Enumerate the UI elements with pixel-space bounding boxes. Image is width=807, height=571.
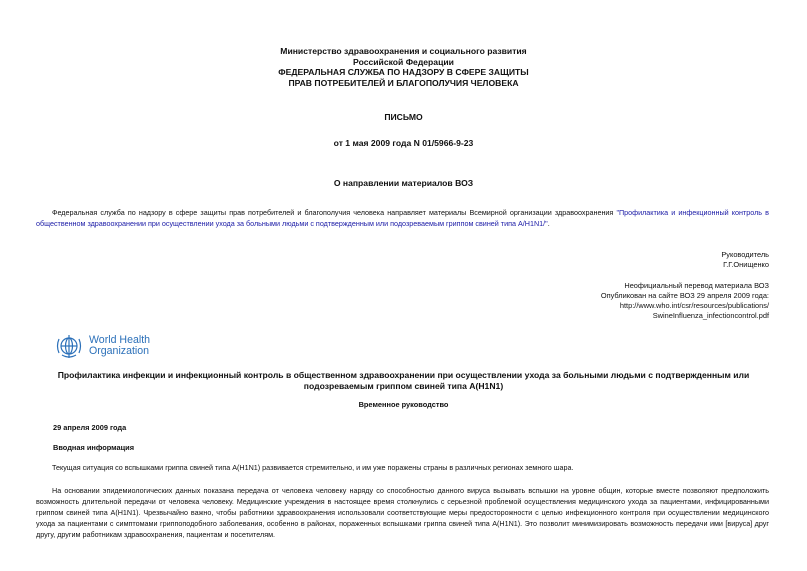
who-wordmark-line-1: World Health bbox=[89, 334, 151, 346]
ministry-header bbox=[0, 46, 807, 88]
translation-note-line-2: Опубликован на сайте ВОЗ 29 апреля 2009 года: bbox=[600, 291, 769, 300]
signature-block bbox=[560, 250, 769, 270]
section-heading: Вводная информация bbox=[53, 443, 135, 452]
paragraph-2: На основании эпидемиологических данных показана передача от человека человеку наряду со способностью данного вируса вызывать вспышки на уровне общин, которые вместе позволяют предположить возможность длительной передачи от человека человеку. Медицинские учреждения в настоящее время столкнулись с серьезной проблемой осуществления медицинского ухода за пациентами, инфицированными гриппом свиней типа A(H1N1). Чрезвычайно важно, чтобы работники здравоохранения использовали соответствующие меры предосторожности с целью инфекционного контроля при осуществлении медицинского ухода за пациентами с симптомами гриппоподобного заболевания, особенно в районах, пораженных вспышками гриппа свиней типа A(H1N1). Это позволит минимизировать возможность передачи ими [вируса] друг другу, другим работникам здравоохранения, пациентам и посетителям. bbox=[36, 486, 769, 540]
who-doc-title-line-1: Профилактика инфекции и инфекционный контроль в общественном здравоохранении при осуществлении ухода за больными людьми с подтвержденным или bbox=[57, 370, 750, 380]
who-wordmark-line-2: Organization bbox=[89, 345, 150, 357]
ministry-line-1: Министерство здравоохранения и социального развития bbox=[280, 46, 527, 56]
intro-text: Федеральная служба по надзору в сфере защиты прав потребителей и благополучия человека направляет материалы Всемирной организации здравоохранения bbox=[52, 208, 617, 217]
signature-role: Руководитель bbox=[721, 250, 769, 259]
paragraph-1: Текущая ситуация со вспышками гриппа свиней типа A(H1N1) развивается стремительно, и им уже поражены страны в различных регионах земного шара. bbox=[52, 463, 574, 472]
ministry-line-2: Российской Федерации bbox=[353, 56, 454, 67]
doc-subject: О направлении материалов ВОЗ bbox=[333, 178, 474, 188]
who-doc-title bbox=[0, 370, 807, 391]
doc-type: ПИСЬМО bbox=[384, 112, 423, 122]
agency-line-1: ФЕДЕРАЛЬНАЯ СЛУЖБА ПО НАДЗОРУ В СФЕРЕ ЗАЩИТЫ bbox=[278, 67, 529, 77]
who-doc-subtitle: Временное руководство bbox=[358, 400, 449, 409]
signature-name: Г.Г.Онищенко bbox=[723, 260, 769, 269]
who-emblem-icon bbox=[53, 333, 85, 361]
translation-note-line-4: SwineInfluenza_infectioncontrol.pdf bbox=[652, 311, 769, 320]
who-doc-date: 29 апреля 2009 года bbox=[53, 423, 127, 432]
who-wordmark bbox=[89, 335, 150, 357]
doc-date-number: от 1 мая 2009 года N 01/5966-9-23 bbox=[333, 138, 474, 148]
agency-line-2: ПРАВ ПОТРЕБИТЕЛЕЙ И БЛАГОПОЛУЧИЯ ЧЕЛОВЕКА bbox=[288, 77, 519, 88]
intro-text-end: . bbox=[547, 219, 550, 229]
translation-note bbox=[500, 281, 769, 321]
who-doc-title-line-2: подозреваемым гриппом свиней типа A(H1N1) bbox=[303, 380, 504, 391]
intro-paragraph bbox=[36, 207, 769, 229]
who-materials-link[interactable]: "Профилактика и инфекционный контроль в общественном здравоохранении при осуществлении ухода за больными людьми с подтвержденным или подозреваемым гриппом свиней типа A/H1N1/" bbox=[36, 208, 769, 229]
translation-note-line-1: Неофициальный перевод материала ВОЗ bbox=[624, 281, 769, 290]
translation-note-line-3: http://www.who.int/csr/resources/publications/ bbox=[619, 301, 769, 310]
